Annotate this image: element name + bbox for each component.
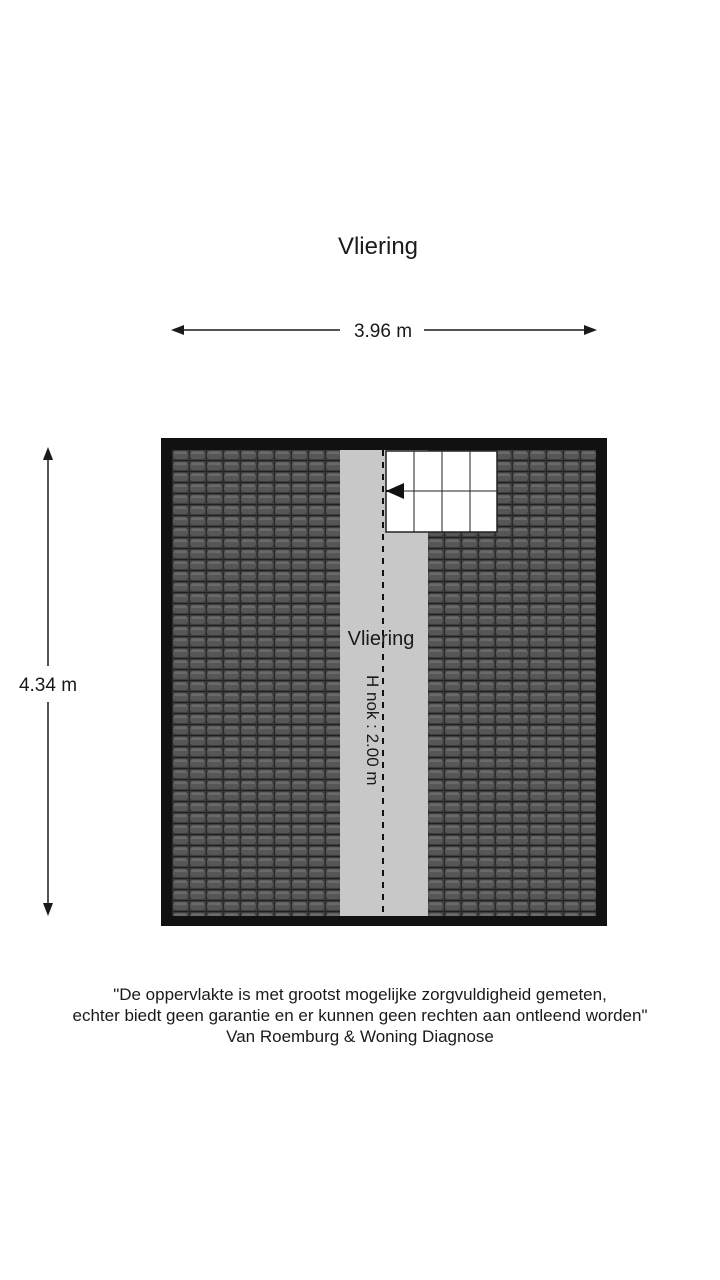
room-label: Vliering: [347, 628, 415, 650]
depth-dimension: [19, 447, 77, 916]
arrow-down-icon: [43, 903, 53, 916]
disclaimer: [40, 984, 680, 1047]
width-dimension: [171, 321, 597, 342]
arrow-up-icon: [43, 447, 53, 460]
floor-title: Vliering: [337, 233, 419, 260]
arrow-left-icon: [171, 325, 184, 335]
disclaimer-line-1: "De oppervlakte is met grootst mogelijke zorgvuldigheid gemeten,: [113, 985, 607, 1004]
width-label: 3.96 m: [353, 321, 413, 342]
stair: [386, 451, 497, 532]
depth-label: 4.34 m: [18, 675, 78, 696]
arrow-right-icon: [584, 325, 597, 335]
ridge-height-label: H nok : 2.00 m: [363, 675, 382, 786]
disclaimer-line-2: echter biedt geen garantie en er kunnen geen rechten aan ontleend worden": [72, 1006, 648, 1025]
disclaimer-line-3: Van Roemburg & Woning Diagnose: [226, 1027, 494, 1046]
